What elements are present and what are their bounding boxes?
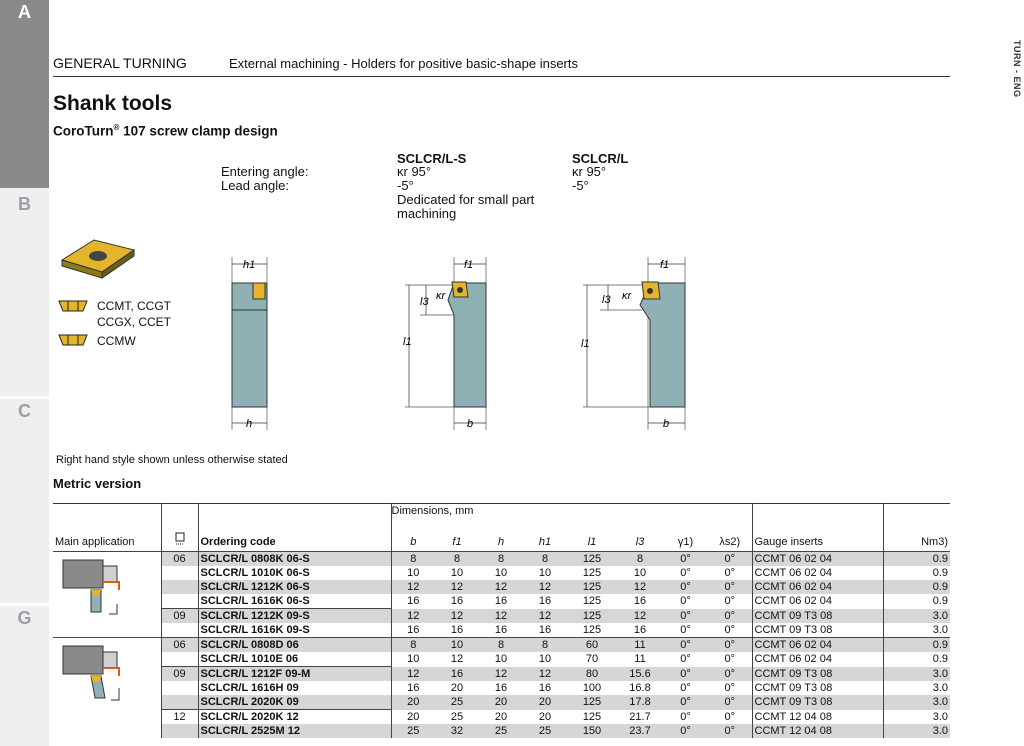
- row-f1: 25: [450, 710, 464, 723]
- row-b: 16: [391, 623, 435, 638]
- table-row: [53, 623, 950, 638]
- row-h1: 25: [523, 724, 567, 738]
- insert-wiper-icon: [58, 334, 88, 346]
- col-lambda: λs2): [719, 536, 741, 548]
- metric-table: [53, 503, 950, 738]
- row-gauge-insert: CCMT 06 02 04: [752, 652, 883, 667]
- row-h1: 20: [523, 695, 567, 710]
- row-b: 12: [391, 580, 435, 594]
- row-l3: 11: [634, 653, 646, 666]
- row-h1: 16: [538, 595, 552, 608]
- row-l3: 8: [617, 552, 663, 567]
- row-b: 10: [391, 652, 435, 667]
- row-size: 12: [161, 710, 198, 725]
- row-nm: 0.9: [883, 638, 950, 653]
- row-h1: 8: [523, 638, 567, 653]
- row-size: 06: [161, 638, 198, 653]
- header-rule: [53, 76, 950, 77]
- row-l3: 17.8: [617, 695, 663, 710]
- table-row: [53, 566, 950, 580]
- row-f1: 12: [435, 580, 479, 594]
- row-nm: 0.9: [883, 580, 950, 594]
- variant-s-name: SCLCR/L-S: [397, 151, 467, 166]
- hand-note: Right hand style shown unless otherwise stated: [56, 454, 288, 466]
- row-gamma: 0°: [663, 638, 708, 653]
- dim-l3: l3: [420, 296, 429, 308]
- row-gamma: 0°: [680, 567, 691, 579]
- row-b: 20: [391, 710, 435, 725]
- row-ordering-code[interactable]: SCLCR/L 0808D 06: [198, 638, 391, 653]
- row-ordering-code[interactable]: SCLCR/L 1616H 09: [198, 681, 391, 695]
- row-gauge-insert: CCMT 09 T3 08: [752, 695, 883, 710]
- section-description: External machining - Holders for positive basic-shape inserts: [229, 56, 578, 71]
- table-row: [53, 552, 950, 567]
- row-l1: 125: [582, 624, 602, 636]
- row-h: 12: [479, 667, 523, 682]
- row-size: [161, 594, 198, 609]
- row-lambda: 0°: [708, 580, 752, 594]
- row-h1: 12: [523, 667, 567, 682]
- insert-types-line2: CCGX, CCET: [97, 315, 172, 329]
- col-size: [161, 503, 198, 552]
- dim-l3: l3: [602, 294, 611, 306]
- variant-s-note: Dedicated for small part: [397, 192, 535, 207]
- metric-title: Metric version: [53, 476, 142, 491]
- row-l3: 11: [617, 638, 663, 653]
- dim-f1: f1: [660, 259, 670, 271]
- row-f1: 16: [435, 667, 479, 682]
- variant-kr: κr 95°: [572, 164, 607, 179]
- row-l3: 16: [633, 624, 647, 636]
- row-lambda: 0°: [708, 609, 752, 624]
- row-b: 10: [391, 566, 435, 580]
- row-h: 16: [494, 682, 508, 694]
- col-l1: l1: [587, 536, 597, 548]
- row-ordering-code[interactable]: SCLCR/L 1212F 09-M: [198, 667, 391, 682]
- row-gauge-insert: CCMT 12 04 08: [752, 710, 883, 725]
- row-gauge-insert: CCMT 09 T3 08: [752, 681, 883, 695]
- row-l1: 80: [567, 667, 617, 682]
- row-ordering-code[interactable]: SCLCR/L 2525M 12: [198, 724, 391, 738]
- row-ordering-code[interactable]: SCLCR/L 1212K 09-S: [198, 609, 391, 624]
- col-h1: h1: [538, 536, 552, 548]
- row-gamma: 0°: [663, 667, 708, 682]
- variant-s-note2: machining: [397, 206, 457, 221]
- row-h: 8: [479, 552, 523, 567]
- row-l1: 60: [567, 638, 617, 653]
- variant-lead: -5°: [572, 178, 589, 193]
- side-tab-g[interactable]: [0, 606, 49, 746]
- col-ordering-code: Ordering code: [198, 503, 391, 552]
- row-size: [161, 724, 198, 738]
- row-gamma: 0°: [663, 695, 708, 710]
- row-l1: 125: [567, 552, 617, 567]
- table-row: [53, 695, 950, 710]
- dim-b: b: [663, 418, 670, 430]
- row-l1: 125: [567, 695, 617, 710]
- row-h: 16: [494, 595, 508, 608]
- row-gauge-insert: CCMT 06 02 04: [752, 552, 883, 567]
- row-f1: 16: [450, 624, 464, 636]
- col-l3: l3: [635, 536, 645, 548]
- row-lambda: 0°: [724, 682, 736, 694]
- row-gamma: 0°: [680, 682, 691, 694]
- insert-types-line3: CCMW: [97, 334, 136, 348]
- row-l1: 125: [582, 710, 602, 723]
- row-ordering-code[interactable]: SCLCR/L 1616K 06-S: [198, 594, 391, 609]
- main-application-cell: [53, 638, 161, 739]
- table-row: [53, 652, 950, 667]
- row-f1: 12: [435, 609, 479, 624]
- row-ordering-code[interactable]: SCLCR/L 1010K 06-S: [198, 566, 391, 580]
- table-row: [53, 681, 950, 695]
- variant-s-kr: κr 95°: [397, 164, 432, 179]
- row-ordering-code[interactable]: SCLCR/L 2020K 12: [198, 710, 391, 725]
- row-l1: 100: [582, 682, 602, 694]
- dim-kr: κr: [622, 290, 632, 302]
- row-f1: 32: [435, 724, 479, 738]
- row-size: 09: [161, 609, 198, 624]
- dimensions-label: Dimensions, mm: [391, 505, 474, 517]
- row-lambda: 0°: [708, 695, 752, 710]
- page-title: Shank tools: [53, 92, 173, 115]
- main-application-cell: [53, 552, 161, 638]
- row-h: 10: [494, 653, 508, 666]
- row-l3: 12: [617, 580, 663, 594]
- row-f1: 10: [450, 567, 464, 579]
- row-b: 16: [391, 594, 435, 609]
- row-lambda: 0°: [708, 724, 752, 738]
- row-l3: 12: [617, 609, 663, 624]
- row-nm: 0.9: [883, 594, 950, 609]
- row-size: 09: [161, 667, 198, 682]
- row-h: 12: [479, 580, 523, 594]
- dim-kr: κr: [436, 290, 446, 302]
- col-gauge-inserts: Gauge inserts: [752, 503, 883, 552]
- row-b: 12: [391, 609, 435, 624]
- row-gauge-insert: CCMT 09 T3 08: [752, 667, 883, 682]
- row-l3: 15.6: [617, 667, 663, 682]
- row-f1: 12: [450, 653, 464, 666]
- row-ordering-code[interactable]: SCLCR/L 1212K 06-S: [198, 580, 391, 594]
- dim-h: h: [246, 418, 253, 430]
- row-h1: 12: [523, 609, 567, 624]
- lead-angle-label: Lead angle:: [221, 178, 289, 193]
- subtitle-reg: ®: [113, 123, 120, 132]
- row-nm: 3.0: [883, 623, 950, 638]
- row-h: 8: [479, 638, 523, 653]
- page-subtitle: [53, 123, 278, 139]
- row-l3: 21.7: [629, 710, 651, 723]
- table-row: [53, 710, 950, 725]
- row-gamma: 0°: [663, 724, 708, 738]
- row-b: 16: [391, 681, 435, 695]
- row-size: [161, 580, 198, 594]
- row-size: 06: [161, 552, 198, 567]
- side-tab-g-label: G: [17, 608, 32, 628]
- table-row: [53, 580, 950, 594]
- row-nm: 0.9: [883, 566, 950, 580]
- row-l1: 125: [567, 580, 617, 594]
- col-nm: Nm3): [883, 503, 950, 552]
- row-lambda: 0°: [724, 653, 736, 666]
- row-size: [161, 623, 198, 638]
- row-h: 12: [479, 609, 523, 624]
- row-gauge-insert: CCMT 09 T3 08: [752, 623, 883, 638]
- row-gamma: 0°: [680, 653, 691, 666]
- row-f1: 16: [450, 595, 464, 608]
- row-nm: 3.0: [883, 695, 950, 710]
- side-tab-c-label: C: [18, 401, 31, 421]
- row-h: 20: [494, 710, 508, 723]
- row-h1: 8: [523, 552, 567, 567]
- row-h: 10: [494, 567, 508, 579]
- subtitle-rest: 107 screw clamp design: [119, 123, 278, 139]
- row-h1: 16: [538, 624, 552, 636]
- variant-name: SCLCR/L: [572, 151, 629, 166]
- row-l1: 70: [585, 653, 599, 666]
- row-ordering-code[interactable]: SCLCR/L 0808K 06-S: [198, 552, 391, 567]
- row-ordering-code[interactable]: SCLCR/L 1616K 09-S: [198, 623, 391, 638]
- row-gauge-insert: CCMT 06 02 04: [752, 638, 883, 653]
- row-gamma: 0°: [663, 580, 708, 594]
- variant-s-lead: -5°: [397, 178, 414, 193]
- row-lambda: 0°: [724, 595, 736, 608]
- entering-angle-label: Entering angle:: [221, 164, 309, 179]
- row-f1: 10: [435, 638, 479, 653]
- row-h: 16: [494, 624, 508, 636]
- row-l1: 125: [567, 609, 617, 624]
- row-lambda: 0°: [708, 667, 752, 682]
- section-name: GENERAL TURNING: [53, 55, 187, 71]
- row-l1: 125: [582, 595, 602, 608]
- row-f1: 8: [435, 552, 479, 567]
- row-lambda: 0°: [708, 552, 752, 567]
- row-b: 8: [391, 552, 435, 567]
- row-gamma: 0°: [680, 624, 691, 636]
- row-nm: 3.0: [883, 681, 950, 695]
- row-lambda: 0°: [724, 567, 736, 579]
- subtitle-brand: CoroTurn: [53, 123, 114, 139]
- insert-positive-icon: [58, 300, 88, 312]
- row-gauge-insert: CCMT 06 02 04: [752, 594, 883, 609]
- row-b: 12: [391, 667, 435, 682]
- insert-types-line1: CCMT, CCGT: [97, 299, 171, 313]
- insert-size-icon: [174, 531, 186, 545]
- row-gamma: 0°: [680, 710, 691, 723]
- row-size: [161, 681, 198, 695]
- row-h: 25: [479, 724, 523, 738]
- row-gamma: 0°: [680, 595, 691, 608]
- table-row: [53, 667, 950, 682]
- row-b: 8: [391, 638, 435, 653]
- row-size: [161, 652, 198, 667]
- row-l1: 150: [567, 724, 617, 738]
- row-h1: 10: [538, 653, 552, 666]
- side-tab-a[interactable]: [0, 0, 49, 188]
- col-f1: f1: [452, 536, 462, 548]
- table-row: [53, 724, 950, 738]
- row-ordering-code[interactable]: SCLCR/L 1010E 06: [198, 652, 391, 667]
- section-side-label: TURN - ENG: [1012, 40, 1022, 98]
- table-row: [53, 594, 950, 609]
- dim-f1: f1: [464, 259, 474, 271]
- col-b-label: b: [410, 536, 417, 548]
- row-nm: 3.0: [883, 609, 950, 624]
- row-gauge-insert: CCMT 06 02 04: [752, 580, 883, 594]
- dim-b: b: [467, 418, 474, 430]
- row-lambda: 0°: [724, 624, 736, 636]
- row-nm: 3.0: [883, 710, 950, 725]
- row-gauge-insert: CCMT 12 04 08: [752, 724, 883, 738]
- shank-side-view-drawing: [225, 255, 285, 435]
- row-f1: 20: [450, 682, 464, 694]
- col-h: h: [497, 536, 505, 548]
- row-l3: 16: [633, 595, 647, 608]
- dim-h1: h1: [243, 259, 256, 271]
- row-size: [161, 695, 198, 710]
- row-h1: 10: [538, 567, 552, 579]
- row-l3: 10: [633, 567, 647, 579]
- row-size: [161, 566, 198, 580]
- side-tab-c[interactable]: [0, 399, 49, 603]
- tool-top-view-drawing: [578, 255, 693, 435]
- row-gamma: 0°: [663, 609, 708, 624]
- row-h1: 12: [523, 580, 567, 594]
- dim-l1: l1: [581, 338, 590, 350]
- insert-image: [58, 232, 138, 282]
- row-b: 25: [391, 724, 435, 738]
- table-header-row: [53, 503, 950, 552]
- side-tab-b-label: B: [18, 194, 31, 214]
- row-b: 20: [391, 695, 435, 710]
- row-ordering-code[interactable]: SCLCR/L 2020K 09: [198, 695, 391, 710]
- col-main-application: Main application: [55, 536, 135, 548]
- row-h: 20: [479, 695, 523, 710]
- row-nm: 3.0: [883, 667, 950, 682]
- row-l3: 16.8: [629, 682, 651, 694]
- external-turning-icon: [55, 556, 125, 618]
- row-nm: 0.9: [883, 652, 950, 667]
- row-h1: 20: [538, 710, 552, 723]
- row-nm: 0.9: [883, 552, 950, 567]
- row-lambda: 0°: [708, 638, 752, 653]
- side-tab-a-label: A: [18, 2, 31, 22]
- external-turning-icon-2: [55, 642, 125, 704]
- row-f1: 25: [435, 695, 479, 710]
- row-nm: 3.0: [883, 724, 950, 738]
- row-gamma: 0°: [663, 552, 708, 567]
- col-gamma: γ1): [677, 536, 694, 548]
- row-l1: 125: [582, 567, 602, 579]
- table-row: [53, 609, 950, 624]
- row-gauge-insert: CCMT 06 02 04: [752, 566, 883, 580]
- table-row: [53, 638, 950, 653]
- row-lambda: 0°: [724, 710, 736, 723]
- tool-top-view-s-drawing: [400, 255, 495, 435]
- row-gauge-insert: CCMT 09 T3 08: [752, 609, 883, 624]
- row-l3: 23.7: [617, 724, 663, 738]
- side-tab-b[interactable]: [0, 192, 49, 395]
- dim-l1: l1: [403, 336, 412, 348]
- row-h1: 16: [538, 682, 552, 694]
